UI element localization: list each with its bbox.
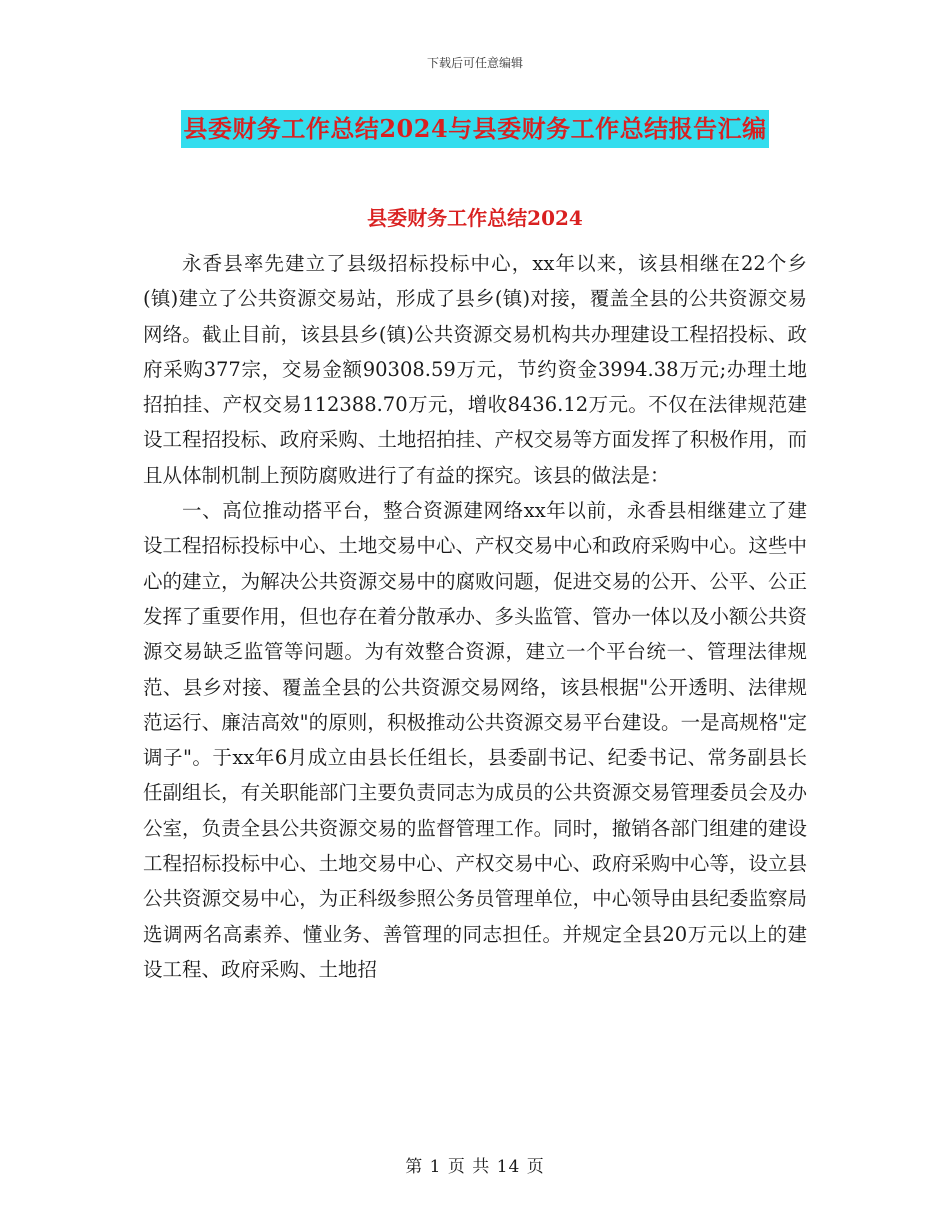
paragraph-section-one: 一、高位推动搭平台，整合资源建网络xx年以前，永香县相继建立了建设工程招标投标中心、土地交易中心、产权交易中心和政府采购中心。这些中心的建立，为解决公共资源交易中的腐败问题，促进交易的公开、公平、公正发挥了重要作用，但也存在着分散承办、多头监管、管办一体以及小额公共资源交易缺乏监管等问题。为有效整合资源，建立一个平台统一、管理法律规范、县乡对接、覆盖全县的公共资源交易网络，该县根据"公开透明、法律规范运行、廉洁高效"的原则，积极推动公共资源交易平台建设。一是高规格"定调子"。于xx年6月成立由县长任组长，县委副书记、纪委书记、常务副县长任副组长，有关职能部门主要负责同志为成员的公共资源交易管理委员会及办公室，负责全县公共资源交易的监督管理工作。同时，撤销各部门组建的建设工程招标投标中心、土地交易中心、产权交易中心、政府采购中心等，设立县公共资源交易中心，为正科级参照公务员管理单位，中心领导由县纪委监察局选调两名高素养、懂业务、善管理的同志担任。并规定全县20万元以上的建设工程、政府采购、土地招: [143, 499, 807, 981]
document-body: [143, 246, 807, 987]
page-footer: 第 1 页 共 14 页: [405, 1157, 545, 1177]
document-title: 县委财务工作总结2024与县委财务工作总结报告汇编: [181, 110, 768, 148]
paragraph-intro: 永香县率先建立了县级招标投标中心，xx年以来，该县相继在22个乡(镇)建立了公共资源交易站，形成了县乡(镇)对接，覆盖全县的公共资源交易网络。截止目前，该县县乡(镇)公共资源交易机构共办理建设工程招投标、政府采购377宗，交易金额90308.59万元，节约资金3994.38万元;办理土地招拍挂、产权交易112388.70万元，增收8436.12万元。不仅在法律规范建设工程招投标、政府采购、土地招拍挂、产权交易等方面发挥了积极作用，而且从体制机制上预防腐败进行了有益的探究。该县的做法是：: [143, 252, 807, 487]
document-title-container: [0, 110, 950, 148]
header-note: 下载后可任意编辑: [426, 56, 523, 70]
section-title: 县委财务工作总结2024: [367, 206, 583, 230]
